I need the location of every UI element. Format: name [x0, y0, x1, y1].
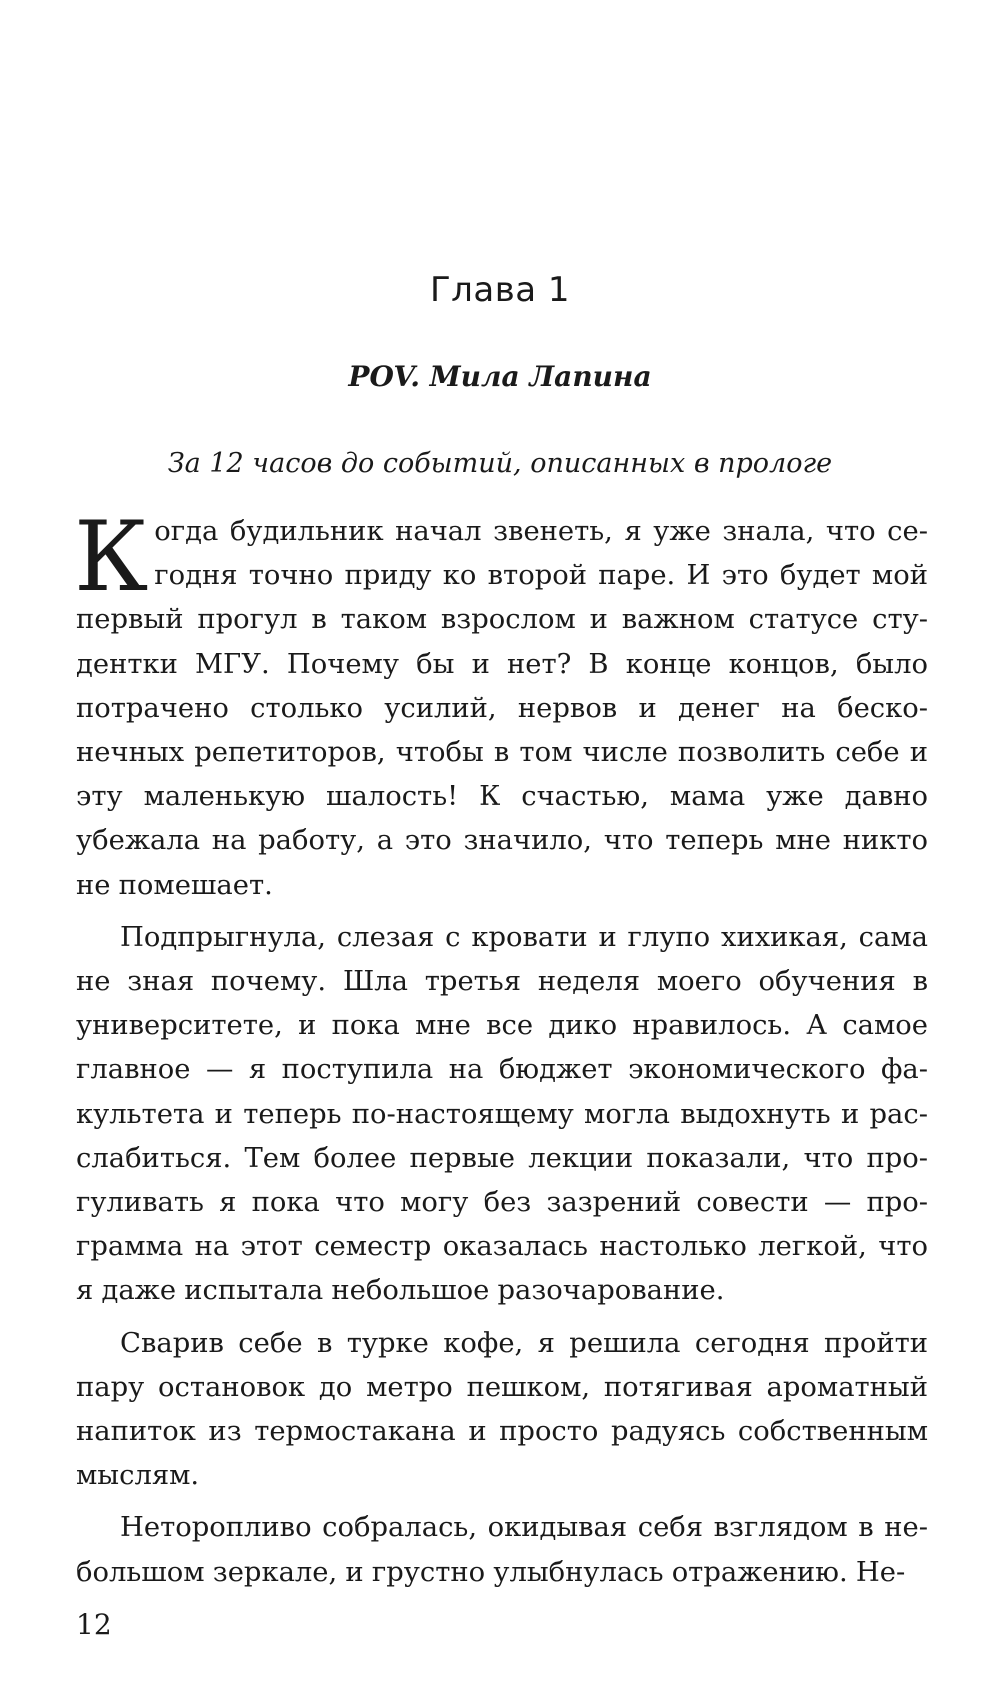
- drop-cap: К: [74, 501, 149, 613]
- paragraph-1: [74, 501, 928, 908]
- chapter-title: Глава 1: [429, 270, 571, 310]
- epigraph: За 12 часов до событий, описанных в прологе: [167, 448, 833, 479]
- paragraph-1-text: огда будильник начал звенеть, я уже знала, что сегодня точно приду ко второй паре. И это будет мой первый прогул в таком взрослом и важном статусе студентки МГУ. Почему бы и нет? В конце концов, было потрачено столько усилий, нервов и денег на бесконечных репетиторов, чтобы в том числе позволить себе и эту маленькую шалость! К счастью, мама уже давно убежала на работу, а это значило, что теперь мне никто не помешает.: [76, 516, 928, 901]
- paragraph-2: Подпрыгнула, слезая с кровати и глупо хихикая, сама не зная почему. Шла третья неделя моего обучения в университете, и пока мне все дико нравилось. А самое главное — я поступила на бюджет экономического факультета и теперь по-настоящему могла выдохнуть и расслабиться. Тем более первые лекции показали, что прогуливать я пока что могу без зазрений совести — программа на этот семестр оказалась настолько легкой, что я даже испытала небольшое разочарование.: [76, 921, 928, 1307]
- pov-heading: POV. Мила Лапина: [348, 360, 652, 393]
- body-text: [74, 501, 928, 1595]
- page-number: 12: [76, 1608, 112, 1641]
- paragraph-4: Неторопливо собралась, окидывая себя взглядом в небольшом зеркале, и грустно улыбнулась отражению. Не-: [76, 1512, 928, 1588]
- paragraph-3: Сварив себе в турке кофе, я решила сегодня пройти пару остановок до метро пешком, потягивая ароматный напиток из термостакана и просто радуясь собственным мыслям.: [76, 1327, 928, 1492]
